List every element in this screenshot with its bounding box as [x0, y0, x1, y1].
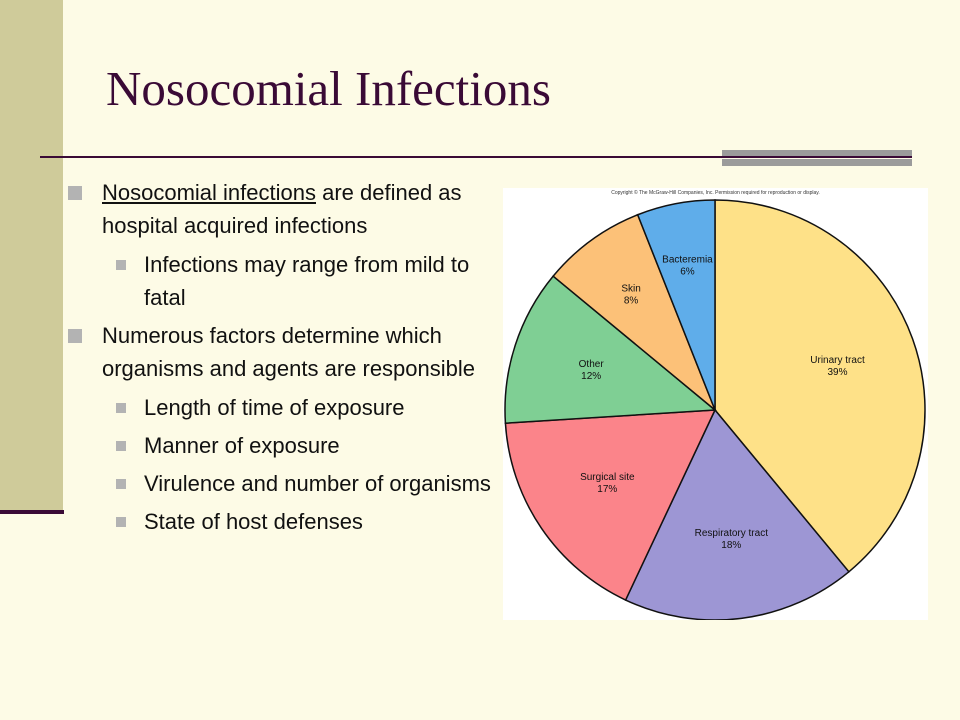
title-divider-accent [722, 150, 912, 166]
bullet-marker [116, 403, 126, 413]
bullet-item [68, 176, 498, 242]
sub-bullet-item [68, 248, 498, 314]
bullet-text: are defined as hospital acquired infections [102, 180, 462, 238]
slice-label: Urinary tract [810, 354, 865, 366]
sub-bullet-item [68, 391, 498, 424]
slice-percent-label: 12% [581, 370, 602, 382]
pie-chart-panel [503, 188, 928, 620]
slide-title: Nosocomial Infections [106, 61, 551, 116]
sub-bullet-item [68, 505, 498, 538]
bullet-marker [116, 517, 126, 527]
bullet-list [68, 176, 498, 543]
sub-bullet-item [68, 467, 498, 500]
sub-bullet-item [68, 429, 498, 462]
bullet-lead-term: Nosocomial infections [102, 180, 316, 205]
slice-label: Surgical site [580, 472, 635, 484]
bullet-marker [68, 186, 82, 200]
slice-label: Respiratory tract [694, 528, 768, 540]
bullet-text: State of host defenses [144, 509, 363, 534]
slice-percent-label: 8% [623, 295, 639, 307]
pie-chart [503, 188, 928, 620]
bullet-text: Numerous factors determine which organisms and agents are responsible [102, 323, 476, 381]
bullet-item [68, 319, 498, 385]
slice-label: Skin [621, 283, 641, 295]
chart-copyright: Copyright © The McGraw-Hill Companies, Inc. Permission required for reproduction or display. [611, 190, 820, 196]
bullet-marker [116, 260, 126, 270]
slice-label: Other [578, 358, 604, 370]
slice-percent-label: 17% [597, 484, 618, 496]
bullet-marker [116, 441, 126, 451]
slice-percent-label: 39% [827, 366, 848, 378]
bullet-marker [68, 329, 82, 343]
bullet-marker [116, 479, 126, 489]
slice-label: Bacteremia [662, 254, 713, 266]
bullet-text: Length of time of exposure [144, 395, 405, 420]
slice-percent-label: 6% [680, 266, 695, 278]
bullet-text: Manner of exposure [144, 433, 340, 458]
bullet-text: Virulence and number of organisms [144, 471, 491, 496]
bullet-text: Infections may range from mild to fatal [144, 252, 470, 310]
side-accent-bar [0, 0, 63, 510]
side-accent-line [0, 510, 64, 514]
slice-percent-label: 18% [721, 540, 742, 552]
